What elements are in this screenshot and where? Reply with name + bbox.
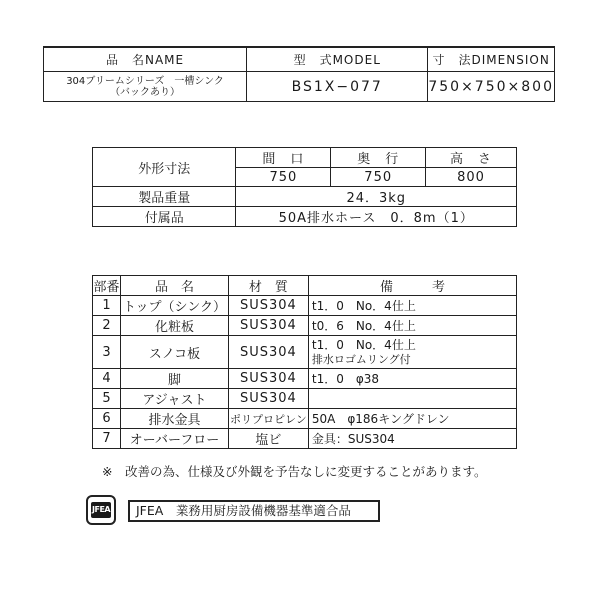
width-value: 750 [236,168,331,187]
part-remark: 金具：SUS304 [308,429,516,449]
depth-header: 奥 行 [331,148,426,168]
part-name: オーバーフロー [120,429,228,449]
part-name: スノコ板 [120,336,228,369]
part-remark-sub: 排水ロゴムリング付 [311,353,411,366]
part-material: ポリプロピレン [228,409,308,429]
table-row [93,389,517,409]
table-row [93,369,517,389]
part-material: SUS304 [228,369,308,389]
height-header: 高 さ [426,148,517,168]
width-header: 間 口 [236,148,331,168]
table-row [93,296,517,316]
weight-label: 製品重量 [93,187,236,207]
part-number: 5 [93,389,121,409]
part-material: SUS304 [228,336,308,369]
part-number: 1 [93,296,121,316]
spec-table [92,147,517,227]
model-value: BS1X−077 [247,72,428,102]
table-row [93,336,517,369]
part-number: 3 [93,336,121,369]
part-name: アジャスト [120,389,228,409]
part-number: 6 [93,409,121,429]
part-name: 化粧板 [120,316,228,336]
name-header: 品 名NAME [44,47,247,72]
part-number: 4 [93,369,121,389]
depth-value: 750 [331,168,426,187]
part-name: 脚 [120,369,228,389]
disclaimer-note: ※ 改善の為、仕様及び外観を予告なしに変更することがあります。 [102,464,487,479]
product-name-line1: 304ブリームシリーズ 一槽シンク [66,75,224,87]
accessory-value: 50A排水ホース 0．8m（1） [236,207,517,227]
certification-badge: JFEA 業務用厨房設備機器基準適合品 [128,500,380,522]
table-row [93,429,517,449]
part-remark: t1．0 φ38 [308,369,516,389]
part-name-header: 品 名 [120,276,228,296]
part-remark-cell [308,336,516,369]
outer-dimension-label: 外形寸法 [93,148,236,187]
dimension-header: 寸 法DIMENSION [428,47,555,72]
accessory-label: 付属品 [93,207,236,227]
part-name: トップ（シンク） [120,296,228,316]
height-value: 800 [426,168,517,187]
material-header: 材 質 [228,276,308,296]
part-material: SUS304 [228,296,308,316]
remarks-header: 備 考 [308,276,516,296]
logo-text: JFEA [92,505,111,514]
part-number-header: 部番 [93,276,121,296]
product-name-cell [44,72,247,102]
table-row [93,316,517,336]
part-number: 7 [93,429,121,449]
table-row [93,409,517,429]
part-remark: 50A φ186キングドレン [308,409,516,429]
model-header: 型 式MODEL [247,47,428,72]
jfea-logo-icon [86,495,116,525]
part-remark: t0．6 No．4仕上 [308,316,516,336]
part-material: 塩ビ [228,429,308,449]
part-remark: t1．0 No．4仕上 [311,338,416,352]
weight-value: 24．3kg [236,187,517,207]
parts-table [92,275,517,449]
part-material: SUS304 [228,316,308,336]
dimension-value: 750×750×800 [428,72,555,102]
part-material: SUS304 [228,389,308,409]
product-header-table [43,46,555,102]
product-name-line2: （バックあり） [110,86,181,98]
part-name: 排水金具 [120,409,228,429]
part-remark: t1．0 No．4仕上 [308,296,516,316]
part-number: 2 [93,316,121,336]
part-remark [308,389,516,409]
